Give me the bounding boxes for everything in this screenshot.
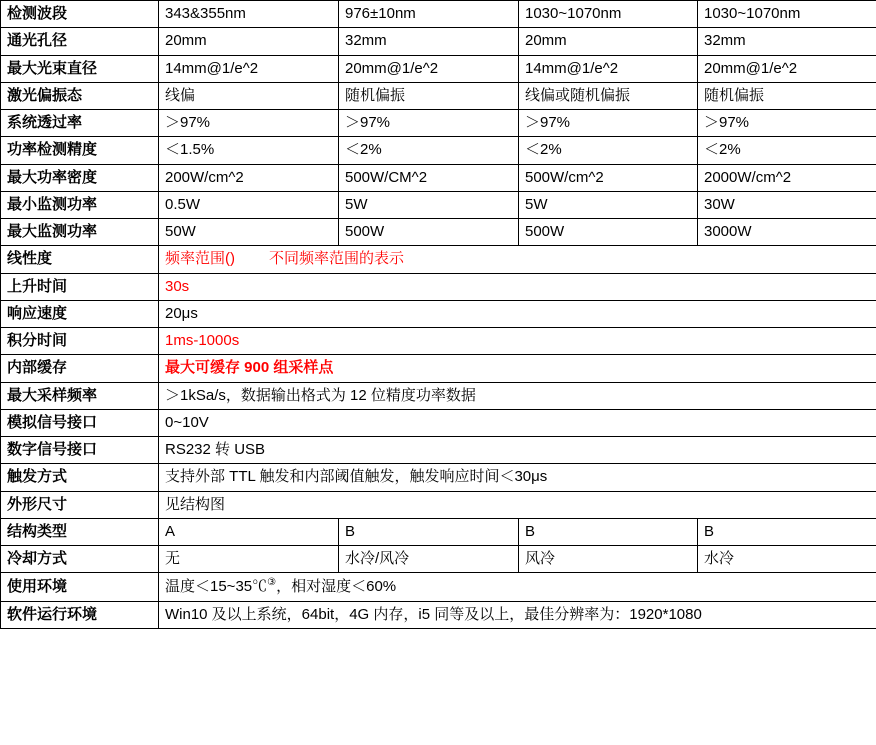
row-value-power-accuracy-1: ＜1.5% — [159, 137, 339, 164]
row-value-trigger-mode: 支持外部 TTL 触发和内部阈值触发，触发响应时间＜30μs — [159, 464, 876, 491]
row-label-laser-polarization: 激光偏振态 — [1, 82, 159, 109]
row-value-structure-type-2: B — [339, 518, 519, 545]
row-value-min-monitor-power-4: 30W — [698, 191, 876, 218]
row-value-max-beam-diameter-3: 14mm@1/e^2 — [519, 55, 698, 82]
row-value-detection-wavelength-1: 343&355nm — [159, 1, 339, 28]
row-value-structure-type-3: B — [519, 518, 698, 545]
row-value-detection-wavelength-2: 976±10nm — [339, 1, 519, 28]
row-value-cooling-method-3: 风冷 — [519, 546, 698, 573]
row-value-min-monitor-power-1: 0.5W — [159, 191, 339, 218]
table-row — [1, 28, 876, 55]
row-label-integration-time: 积分时间 — [1, 328, 159, 355]
row-value-integration-time: 1ms-1000s — [159, 328, 876, 355]
row-label-digital-interface: 数字信号接口 — [1, 437, 159, 464]
table-row — [1, 300, 876, 327]
table-row — [1, 546, 876, 573]
row-label-max-beam-diameter: 最大光束直径 — [1, 55, 159, 82]
row-value-software-environment: Win10 及以上系统，64bit，4G 内存，i5 同等及以上，最佳分辨率为：1920*1080 — [159, 601, 876, 628]
row-label-aperture: 通光孔径 — [1, 28, 159, 55]
row-value-system-transmittance-3: ＞97% — [519, 110, 698, 137]
table-row — [1, 110, 876, 137]
row-label-max-power-density: 最大功率密度 — [1, 164, 159, 191]
row-value-aperture-3: 20mm — [519, 28, 698, 55]
table-row — [1, 328, 876, 355]
row-value-max-power-density-4: 2000W/cm^2 — [698, 164, 876, 191]
row-value-rise-time: 30s — [159, 273, 876, 300]
row-value-cooling-method-1: 无 — [159, 546, 339, 573]
row-value-aperture-4: 32mm — [698, 28, 876, 55]
row-value-aperture-2: 32mm — [339, 28, 519, 55]
row-label-trigger-mode: 触发方式 — [1, 464, 159, 491]
table-row — [1, 55, 876, 82]
row-value-cooling-method-2: 水冷/风冷 — [339, 546, 519, 573]
row-value-internal-buffer: 最大可缓存 900 组采样点 — [159, 355, 876, 382]
row-value-laser-polarization-3: 线偏或随机偏振 — [519, 82, 698, 109]
table-row — [1, 273, 876, 300]
row-label-detection-wavelength: 检测波段 — [1, 1, 159, 28]
row-value-laser-polarization-1: 线偏 — [159, 82, 339, 109]
table-row — [1, 355, 876, 382]
row-value-max-power-density-3: 500W/cm^2 — [519, 164, 698, 191]
row-label-min-monitor-power: 最小监测功率 — [1, 191, 159, 218]
row-value-system-transmittance-1: ＞97% — [159, 110, 339, 137]
row-value-max-monitor-power-4: 3000W — [698, 219, 876, 246]
row-value-power-accuracy-2: ＜2% — [339, 137, 519, 164]
row-value-max-beam-diameter-4: 20mm@1/e^2 — [698, 55, 876, 82]
table-row — [1, 491, 876, 518]
table-row — [1, 409, 876, 436]
row-label-rise-time: 上升时间 — [1, 273, 159, 300]
row-value-operating-environment: 温度＜15~35℃③，相对湿度＜60% — [159, 573, 876, 601]
row-value-aperture-1: 20mm — [159, 28, 339, 55]
row-value-power-accuracy-4: ＜2% — [698, 137, 876, 164]
row-label-max-monitor-power: 最大监测功率 — [1, 219, 159, 246]
row-value-structure-type-4: B — [698, 518, 876, 545]
table-row — [1, 1, 876, 28]
row-value-laser-polarization-2: 随机偏振 — [339, 82, 519, 109]
table-row — [1, 601, 876, 628]
row-value-cooling-method-4: 水冷 — [698, 546, 876, 573]
row-value-structure-type-1: A — [159, 518, 339, 545]
table-row — [1, 573, 876, 601]
row-label-software-environment: 软件运行环境 — [1, 601, 159, 628]
row-label-power-accuracy: 功率检测精度 — [1, 137, 159, 164]
row-label-max-sampling-rate: 最大采样频率 — [1, 382, 159, 409]
table-row — [1, 219, 876, 246]
row-value-max-power-density-1: 200W/cm^2 — [159, 164, 339, 191]
row-label-system-transmittance: 系统透过率 — [1, 110, 159, 137]
row-value-primary: 频率范围() — [165, 250, 235, 268]
row-value-min-monitor-power-3: 5W — [519, 191, 698, 218]
row-value-power-accuracy-3: ＜2% — [519, 137, 698, 164]
footnote-marker: ③ — [267, 577, 277, 589]
table-row — [1, 164, 876, 191]
table-row — [1, 382, 876, 409]
row-value-detection-wavelength-3: 1030~1070nm — [519, 1, 698, 28]
row-value-system-transmittance-4: ＞97% — [698, 110, 876, 137]
row-label-structure-type: 结构类型 — [1, 518, 159, 545]
row-value-max-beam-diameter-1: 14mm@1/e^2 — [159, 55, 339, 82]
table-row — [1, 437, 876, 464]
row-value-dimensions: 见结构图 — [159, 491, 876, 518]
table-row — [1, 137, 876, 164]
row-value-digital-interface: RS232 转 USB — [159, 437, 876, 464]
row-label-internal-buffer: 内部缓存 — [1, 355, 159, 382]
row-label-analog-interface: 模拟信号接口 — [1, 409, 159, 436]
row-value-linearity — [159, 246, 876, 273]
row-value-max-monitor-power-2: 500W — [339, 219, 519, 246]
row-value-max-beam-diameter-2: 20mm@1/e^2 — [339, 55, 519, 82]
table-row — [1, 82, 876, 109]
row-label-response-speed: 响应速度 — [1, 300, 159, 327]
row-label-cooling-method: 冷却方式 — [1, 546, 159, 573]
row-value-max-monitor-power-3: 500W — [519, 219, 698, 246]
table-row — [1, 464, 876, 491]
row-value-max-sampling-rate: ＞1kSa/s，数据输出格式为 12 位精度功率数据 — [159, 382, 876, 409]
row-label-operating-environment: 使用环境 — [1, 573, 159, 601]
row-value-system-transmittance-2: ＞97% — [339, 110, 519, 137]
row-value-note: 不同频率范围的表示 — [269, 250, 405, 268]
table-row — [1, 191, 876, 218]
table-row — [1, 518, 876, 545]
row-label-linearity: 线性度 — [1, 246, 159, 273]
table-row — [1, 246, 876, 273]
row-value-analog-interface: 0~10V — [159, 409, 876, 436]
row-value-response-speed: 20μs — [159, 300, 876, 327]
row-value-detection-wavelength-4: 1030~1070nm — [698, 1, 876, 28]
row-value-min-monitor-power-2: 5W — [339, 191, 519, 218]
row-label-dimensions: 外形尺寸 — [1, 491, 159, 518]
row-value-max-power-density-2: 500W/CM^2 — [339, 164, 519, 191]
table-body — [1, 1, 876, 629]
row-value-laser-polarization-4: 随机偏振 — [698, 82, 876, 109]
row-value-max-monitor-power-1: 50W — [159, 219, 339, 246]
